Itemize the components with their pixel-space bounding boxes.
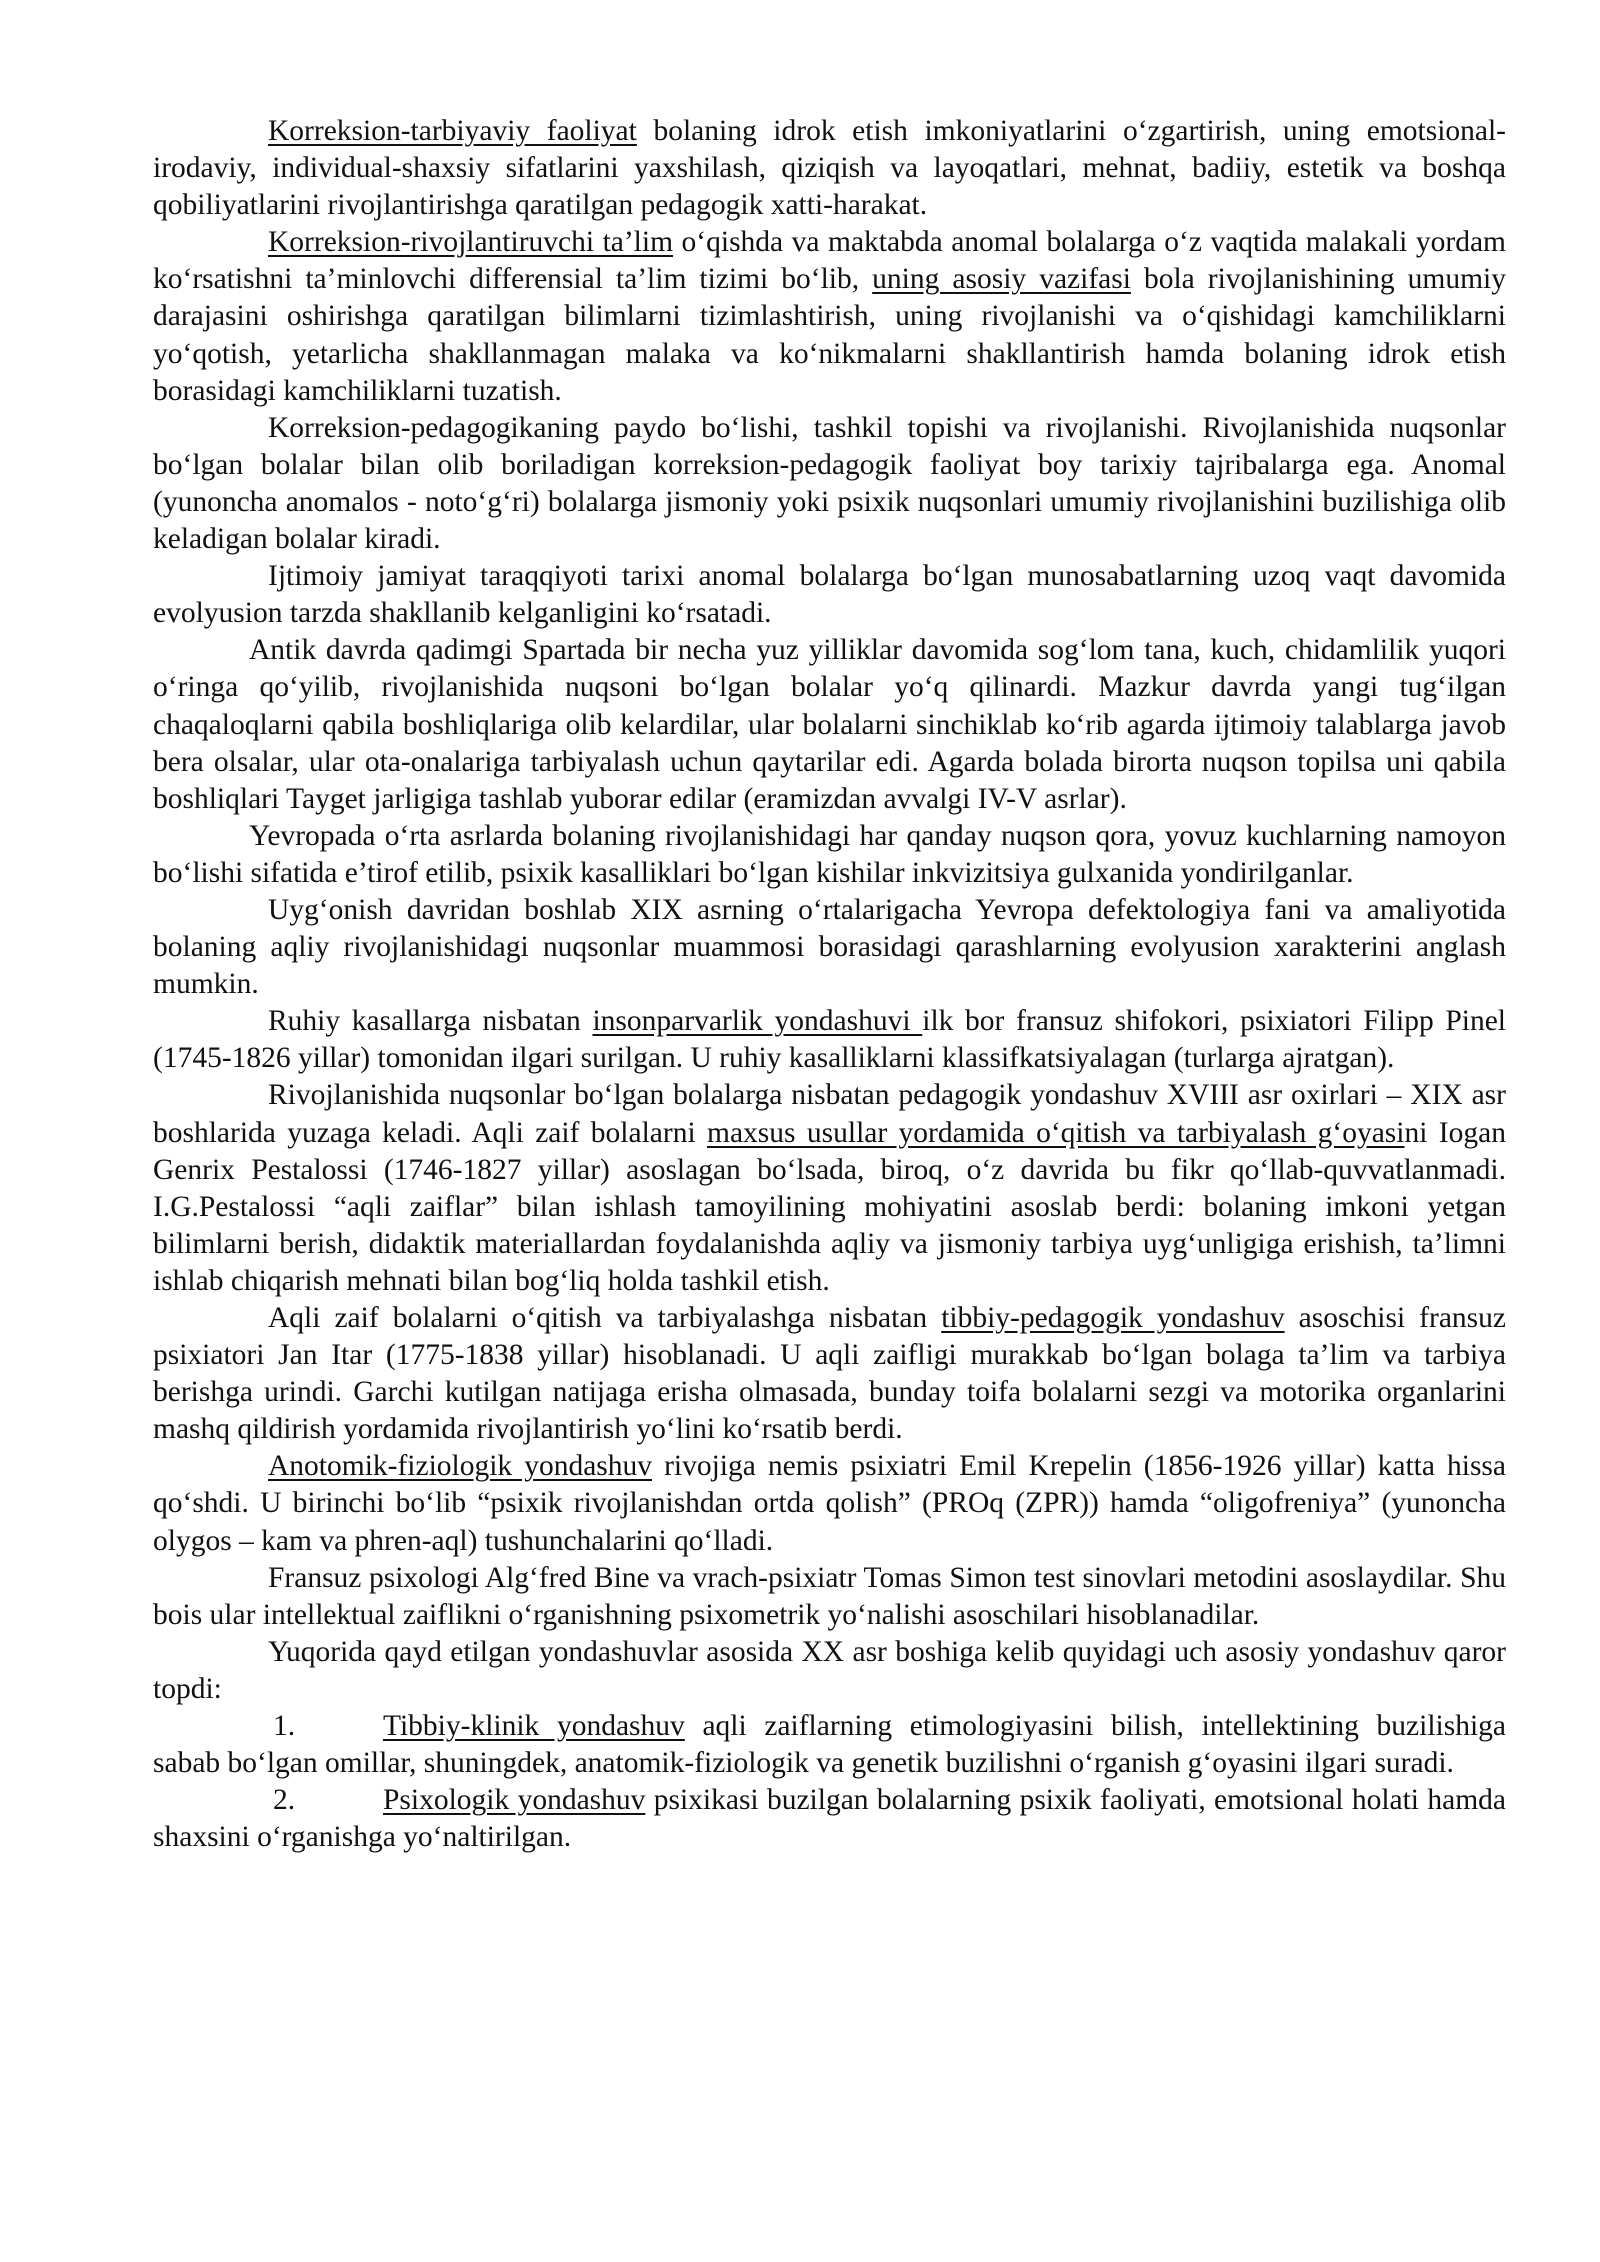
term-correction-developmental-education: Korreksion-rivojlantiruvchi ta’lim	[268, 226, 674, 259]
paragraph-middle-ages: Yevropada o‘rta asrlarda bolaning rivojlanishidagi har qanday nuqson qora, yovuz kuchlarning namoyon bo‘lishi sifatida e’tirof etilib, psixik kasalliklari bo‘lgan kishilar inkvizitsiya gulxanida yondirilganlar.	[153, 819, 1506, 889]
term-clinical-approach: Tibbiy-klinik yondashuv	[383, 1710, 685, 1743]
list-item-text: aqli zaiflarning etimologiyasini bilish, intellektining buzilishiga sabab bo‘lgan omillar, shuningdek, anatomik-fiziologik va genetik buzilishni o‘rganish g‘oyasini ilgari suradi.	[153, 1710, 1506, 1780]
paragraph-text: Ruhiy kasallarga nisbatan	[268, 1005, 593, 1038]
paragraph-pinel	[153, 1003, 1506, 1077]
paragraph-pestalozzi	[153, 1077, 1506, 1300]
paragraph-text: o‘qishda va maktabda anomal bolalarga o‘z vaqtida malakali yordam ko‘rsatishni ta’minlovchi differensial ta’lim tizimi bo‘lib,	[153, 226, 1506, 296]
term-correction-upbringing: Korreksion-tarbiyaviy faoliyat	[268, 115, 637, 147]
paragraph-binet-simon: Fransuz psixologi Alg‘fred Bine va vrach-psixiatr Tomas Simon test sinovlari metodini asoslaydilar. Shu bois ular intellektual zaiflikni o‘rganishning psixometrik yo‘nalishi asoschilari hisoblanadilar.	[153, 1561, 1506, 1631]
term-psychological-approach: Psixologik yondashuv	[383, 1784, 646, 1817]
paragraph-renaissance: Uyg‘onish davridan boshlab XIX asrning o‘rtalarigacha Yevropa defektologiya fani va amaliyotida bolaning aqliy rivojlanishidagi nuqsonlar muammosi borasidagi qarashlarning evolyusion xarakterini anglash mumkin.	[153, 893, 1506, 1001]
term-main-task: uning asosiy vazifasi	[872, 263, 1131, 296]
paragraph-kraepelin	[153, 1448, 1506, 1559]
paragraph-three-approaches: Yuqorida qayd etilgan yondashuvlar asosida XX asr boshiga kelib quyidagi uch asosiy yondashuv qaror topdi:	[153, 1635, 1506, 1705]
term-special-methods: maxsus usullar yordamida o‘qitish va tarbiyalash g‘oyasi	[707, 1116, 1405, 1149]
paragraph-text: bolaning idrok etish imkoniyatlarini o‘zgartirish, uning emotsional-irodaviy, individual-shaxsiy sifatlarini yaxshilash, qiziqish va layoqatlari, mehnat, badiiy, estetik va boshqa qobiliyatlarini rivojlantirishga qaratilgan pedagogik xatti-harakat.	[153, 115, 1506, 222]
term-medical-pedagogical: tibbiy-pedagogik yondashuv	[941, 1302, 1285, 1334]
paragraph-correction-upbringing	[153, 113, 1506, 224]
list-item-text: psixikasi buzilgan bolalarning psixik faoliyati, emotsional holati hamda shaxsini o‘rganishga yo‘naltirilgan.	[153, 1784, 1506, 1854]
paragraph-text: ni Iogan Genrix Pestalossi (1746-1827 yillar) asoslagan bo‘lsada, biroq, o‘z davrida bu fikr qo‘llab-quvvatlanmadi. I.G.Pestalossi “aqli zaiflar” bilan ishlash tamoyilining mohiyatini asoslab berdi: bolaning imkoni yetgan bilimlarni berish, didaktik materiallardan foydalanishda aqliy va jismoniy tarbiya uyg‘unligiga erishish, ta’limni ishlab chiqarish mehnati bilan bog‘liq holda tashkil etish.	[153, 1116, 1506, 1297]
paragraph-itard	[153, 1300, 1506, 1448]
paragraph-text: rivojiga nemis psixiatri Emil Krepelin (1856-1926 yillar) katta hissa qo‘shdi. U birinchi bo‘lib “psixik rivojlanishdan ortda qolish” (PROq (ZPR)) hamda “oligofreniya” (yunoncha olygos – kam va phren-aql) tushunchalarini qo‘lladi.	[153, 1450, 1506, 1557]
paragraph-text: asoschisi fransuz psixiatori Jan Itar (1775-1838 yillar) hisoblanadi. U aqli zaifligi murakkab bo‘lgan bolaga ta’lim va tarbiya berishga urindi. Garchi kutilgan natijaga erisha olmasada, bunday toifa bolalarni sezgi va motorika organlarini mashq qildirish yordamida rivojlantirish yo‘lini ko‘rsatib berdi.	[153, 1302, 1506, 1446]
paragraph-antiquity: Antik davrda qadimgi Spartada bir necha yuz yilliklar davomida sog‘lom tana, kuch, chidamlilik yuqori o‘ringa qo‘yilib, rivojlanishida nuqsoni bo‘lgan bolalar yo‘q qilinardi. Mazkur davrda yangi tug‘ilgan chaqaloqlarni qabila boshliqlariga olib kelardilar, ular bolalarni sinchiklab ko‘rib agarda ijtimoiy talablarga javob bera olsalar, ular ota-onalariga tarbiyalash uchun qaytarilar edi. Agarda bolada birorta nuqson topilsa uni qabila boshliqlari Tayget jarligiga tashlab yuborar edilar (eramizdan avvalgi IV-V asrlar).	[153, 634, 1506, 815]
paragraph-correction-developmental-education	[153, 224, 1506, 409]
paragraph-text: Rivojlanishida nuqsonlar bo‘lgan bolalarga nisbatan pedagogik yondashuv XVIII asr oxirlari – XIX asr boshlarida yuzaga keladi. Aqli zaif bolalarni	[153, 1079, 1506, 1149]
paragraph-text: bola rivojlanishining umumiy darajasini oshirishga qaratilgan bilimlarni tizimlashtirish, uning rivojlanishi va o‘qishidagi kamchiliklarni yo‘qotish, yetarlicha shakllanmagan malaka va ko‘nikmalarni shakllantirish hamda bolaning idrok etish borasidagi kamchiliklarni tuzatish.	[153, 263, 1506, 407]
paragraph-origin: Korreksion-pedagogikaning paydo bo‘lishi, tashkil topishi va rivojlanishi. Rivojlanishida nuqsonlar bo‘lgan bolalar bilan olib boriladigan korreksion-pedagogik faoliyat boy tarixiy tajribalarga ega. Anomal (yunoncha anomalos - noto‘g‘ri) bolalarga jismoniy yoki psixik nuqsonlari umumiy rivojlanishini buzilishiga olib keladigan bolalar kiradi.	[153, 411, 1506, 556]
list-number: 1.	[273, 1710, 296, 1743]
list-item-clinical	[153, 1708, 1506, 1782]
document-page	[153, 113, 1506, 1856]
term-humane-approach: insonparvarlik yondashuvi	[592, 1005, 923, 1038]
term-anatomical-physiological: Anotomik-fiziologik yondashuv	[268, 1450, 653, 1483]
paragraph-society-history: Ijtimoiy jamiyat taraqqiyoti tarixi anomal bolalarga bo‘lgan munosabatlarning uzoq vaqt davomida evolyusion tarzda shakllanib kelganligini ko‘rsatadi.	[153, 560, 1506, 630]
list-number: 2.	[273, 1784, 296, 1817]
list-item-psychological	[153, 1782, 1506, 1856]
paragraph-text: ilk bor fransuz shifokori, psixiatori Filipp Pinel (1745-1826 yillar) tomonidan ilgari surilgan. U ruhiy kasalliklarni klassifkatsiyalagan (turlarga ajratgan).	[153, 1005, 1506, 1075]
paragraph-text: Aqli zaif bolalarni o‘qitish va tarbiyalashga nisbatan	[268, 1302, 942, 1334]
